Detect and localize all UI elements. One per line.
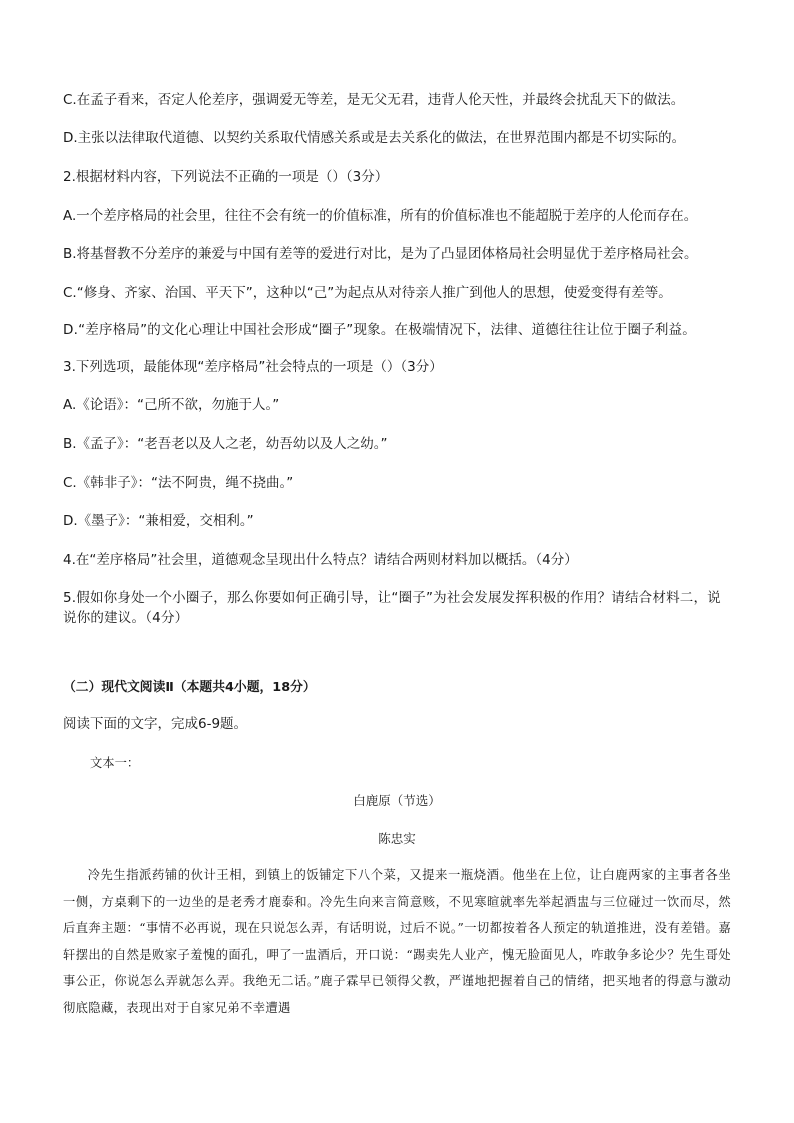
passage-title: 白鹿原（节选）: [353, 793, 441, 808]
option-d: D.《墨子》：“兼相爱，交相利。”: [63, 513, 254, 529]
option-a: A.一个差序格局的社会里，往往不会有统一的价值标准，所有的价值标准也不能超脱于差序的人伦而存在。: [63, 208, 698, 224]
passage-paragraph: 冷先生指派药铺的伙计王相，到镇上的饭铺定下八个菜，又提来一瓶烧酒。他坐在上位，让白鹿两家的主事者各坐一侧，方桌剩下的一边坐的是老秀才鹿泰和。冷先生向来言简意赅，不见寒暄就率先举起酒盅与三位碰过一饮而尽，然后直奔主题：“事情不必再说，现在只说怎么弄，有话明说，过后不说。”一切都按着各人预定的轨道推进，没有差错。嘉轩摆出的自然是败家子羞愧的面孔，呷了一盅酒后，开口说：“踢卖先人业产，愧无脸面见人，咋敢争多论少？先生哥处事公正，你说怎么弄就怎么弄。我绝无二话。”鹿子霖早已领得父教，严谨地把握着自己的情绪，把买地者的得意与激动彻底隐藏，表现出对于自家兄弟不幸遭遇: [63, 868, 731, 1015]
option-b: B.《孟子》：“老吾老以及人之老，幼吾幼以及人之幼。”: [63, 436, 388, 452]
option-a: A.《论语》：“己所不欲，勿施于人。”: [63, 397, 280, 413]
question-5: 5.假如你身处一个小圈子，那么你要如何正确引导，让“圈子”为社会发展发挥积极的作用？请结合材料二，说说你的建议。（4分）: [63, 590, 721, 626]
option-c: C.“修身、齐家、治国、平天下”，这种以“己”为起点从对待亲人推广到他人的思想，使爱变得有差等。: [63, 285, 672, 301]
question-stem: 2.根据材料内容，下列说法不正确的一项是（）（3分）: [63, 169, 389, 185]
passage-author: 陈忠实: [378, 831, 416, 846]
option-c: C.在孟子看来，否定人伦差序，强调爱无等差，是无父无君，违背人伦天性，并最终会扰乱天下的做法。: [63, 92, 685, 108]
option-d: D.“差序格局”的文化心理让中国社会形成“圈子”现象。在极端情况下，法律、道德往往让位于圈子利益。: [63, 322, 696, 338]
text-label: 文本一：: [90, 756, 140, 770]
option-d: D.主张以法律取代道德、以契约关系取代情感关系或是去关系化的做法，在世界范围内都是不切实际的。: [63, 130, 686, 146]
option-c: C.《韩非子》：“法不阿贵，绳不挠曲。”: [63, 475, 294, 491]
section-heading: （二）现代文阅读Ⅱ（本题共4小题，18分）: [63, 680, 316, 695]
question-4: 4.在“差序格局”社会里，道德观念呈现出什么特点？请结合两则材料加以概括。（4分）: [63, 552, 578, 568]
option-b: B.将基督教不分差序的兼爱与中国有差等的爱进行对比，是为了凸显团体格局社会明显优于差序格局社会。: [63, 246, 698, 262]
section-instruction: 阅读下面的文字，完成6-9题。: [63, 716, 248, 732]
question-stem: 3.下列选项，最能体现“差序格局”社会特点的一项是（）（3分）: [63, 359, 443, 375]
